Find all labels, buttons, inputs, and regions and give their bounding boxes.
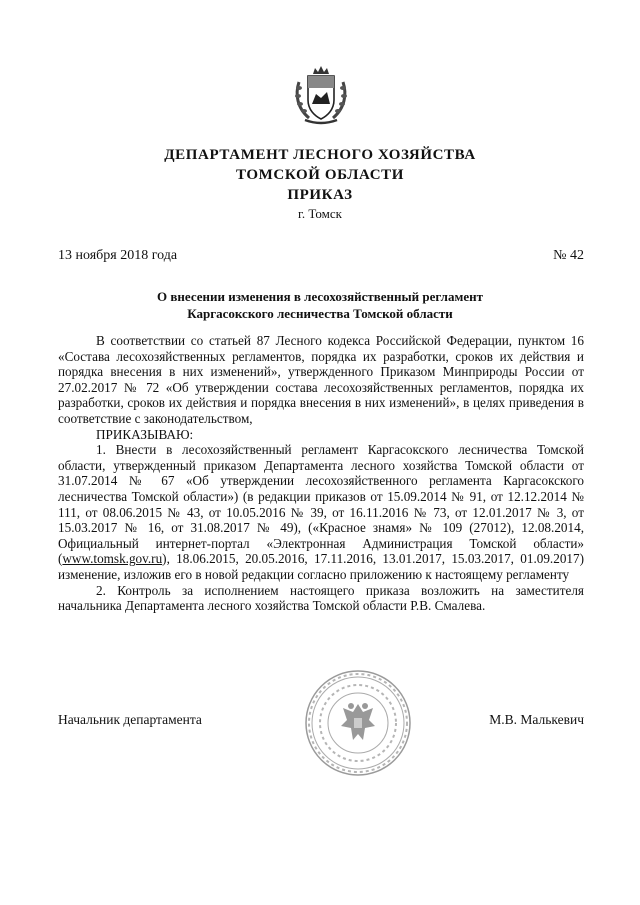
portal-link[interactable]: www.tomsk.gov.ru: [62, 551, 163, 567]
order-heading: ПРИКАЗ: [287, 187, 353, 203]
coat-of-arms-icon: [291, 64, 351, 126]
signatory-position: Начальник департамента: [58, 712, 202, 727]
department-name-line1: ДЕПАРТАМЕНТ ЛЕСНОГО ХОЗЯЙСТВА: [164, 147, 476, 163]
signatory-name: М.В. Малькевич: [489, 712, 584, 727]
order-date: 13 ноября 2018 года: [58, 248, 178, 263]
official-seal-icon: [303, 668, 413, 778]
order-title: [60, 288, 580, 322]
order-body: [58, 333, 584, 614]
department-name-line2: ТОМСКОЙ ОБЛАСТИ: [235, 167, 405, 183]
order-title-line2: Каргасокского лесничества Томской области: [187, 306, 453, 321]
order-title-line1: О внесении изменения в лесохозяйственный регламент: [157, 289, 483, 304]
order-number: № 42: [553, 248, 584, 263]
paragraph-item-2: 2. Контроль за исполнением настоящего приказа возложить на заместителя начальника Департамента лесного хозяйства Томской области Р.В. Смалева.: [58, 582, 584, 614]
paragraph-preamble: В соответствии со статьей 87 Лесного кодекса Российской Федерации, пунктом 16 «Состава лесохозяйственных регламентов, порядка их разработки, сроков их действия и порядка внесения в них изменений», утвержденного Приказом Минприроды России от 27.02.2017 № 72 «Об утверждении состава лесохозяйственных регламентов, порядка их разработки, сроков их действия и порядка внесения в них изменений», в целях приведения в соответствие с законодательством,: [58, 333, 584, 426]
city: г. Томск: [298, 206, 342, 221]
paragraph-order-word: ПРИКАЗЫВАЮ:: [96, 426, 194, 442]
item-1-text-end: ), 18.06.2015, 20.05.2016, 17.11.2016, 13.01.2017, 15.03.2017, 01.09.2017) изменение, изложив его в новой редакции согласно приложению к настоящему регламенту: [58, 551, 584, 582]
item-1-text-start: 1. Внести в лесохозяйственный регламент Каргасокского лесничества Томской области, утвержденный приказом Департамента лесного хозяйства Томской области от 31.07.2014 № 67 «Об утверждении лесохозяйственного регламента Каргасокского лесничества Томской области») (в редакции приказов от 15.09.2014 № 91, от 12.12.2014 № 111, от 08.06.2015 № 43, от 10.05.2016 № 39, от 16.11.2016 № 73, от 12.01.2017 № 3, от 15.03.2017 № 16, от 31.08.2017 № 49), («Красное знамя» № 109 (27012), 12.08.2014, Официальный интернет-портал «Электронная Администрация Томской области» (: [58, 442, 584, 567]
paragraph-item-1: [58, 442, 584, 582]
